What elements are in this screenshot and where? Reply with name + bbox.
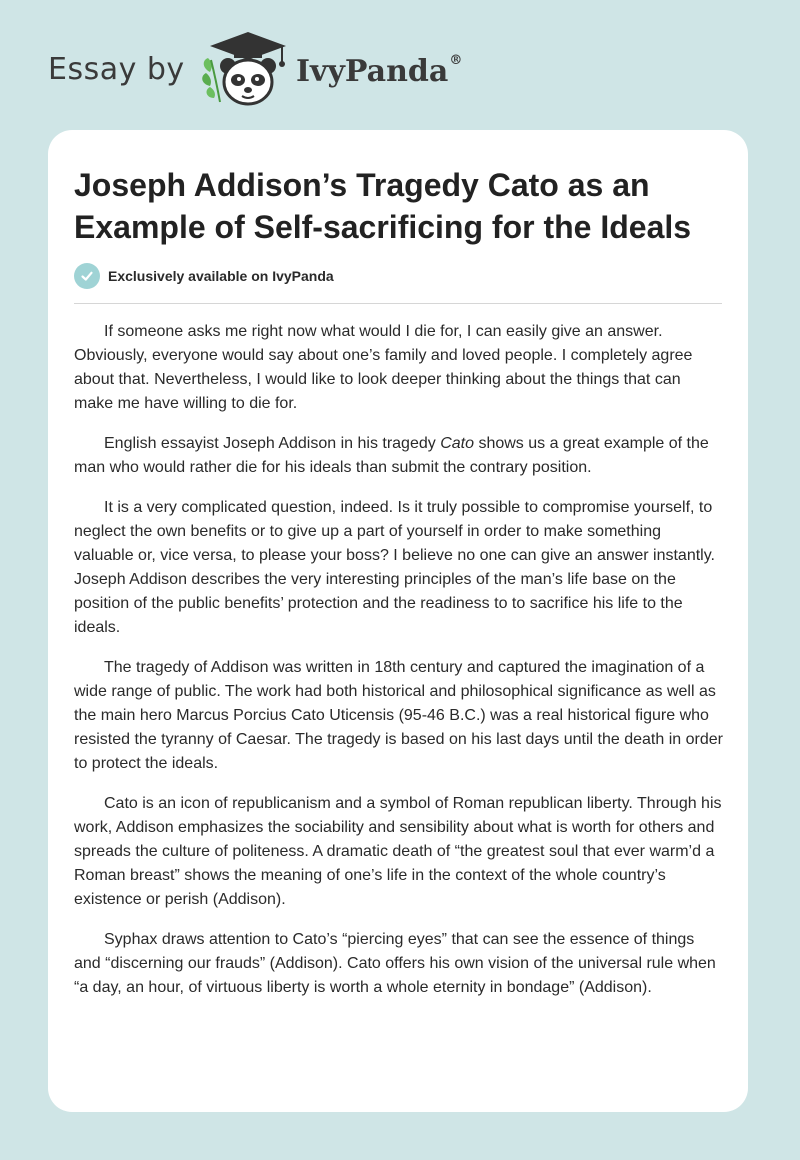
exclusive-label: Exclusively available on IvyPanda: [108, 268, 334, 284]
paragraph: Syphax draws attention to Cato’s “piercing eyes” that can see the essence of things and “discerning our frauds” (Addison). Cato offers his own vision of the universal rule when “a day, an hour, of virtuous liberty is worth a whole eternity in bondage” (Addison).: [74, 931, 716, 996]
work-title: Cato: [440, 435, 474, 452]
brand-name[interactable]: [296, 54, 462, 89]
title-divider: [74, 303, 722, 304]
brand-text: IvyPanda: [296, 54, 449, 89]
paragraph: It is a very complicated question, indeed. Is it truly possible to compromise yourself, to neglect the own benefits or to give up a part of yourself in order to make something valuable or, vice versa, to please your boss? I believe no one can give an answer instantly. Joseph Addison describes the very interesting principles of the man’s life base on the position of the public benefits’ protection and the readiness to to sacrifice his life to the ideals.: [74, 499, 715, 636]
panda-logo-icon[interactable]: [198, 30, 298, 110]
essay-title: Joseph Addison’s Tragedy Cato as an Example of Self-sacrificing for the Ideals: [74, 167, 692, 245]
ivy-leaf-icon: [202, 58, 220, 102]
essay-body: [74, 320, 724, 1016]
essay-by-label: Essay by: [48, 52, 185, 87]
paragraph-text: English essayist Joseph Addison in his tragedy: [104, 435, 441, 452]
trademark-symbol: ®: [449, 53, 463, 68]
site-header: [48, 30, 548, 110]
paragraph: [74, 432, 724, 480]
essay-card: [48, 130, 748, 1112]
exclusive-badge: [74, 263, 334, 289]
paragraph: The tragedy of Addison was written in 18th century and captured the imagination of a wide range of public. The work had both historical and philosophical significance as well as the main hero Marcus Porcius Cato Uticensis (95-46 B.C.) was a real historical figure who resisted the tyranny of Caesar. The tragedy is based on his last days until the death in order to protect the ideals.: [74, 659, 723, 772]
paragraph: Cato is an icon of republicanism and a symbol of Roman republican liberty. Through his work, Addison emphasizes the sociability and sensibility about what is worth for others and spreads the culture of politeness. A dramatic death of “the greatest soul that ever warm’d a Roman breast” shows the meaning of one’s life in the context of the whole country’s existence or perish (Addison).: [74, 795, 722, 908]
paragraph: If someone asks me right now what would I die for, I can easily give an answer. Obviously, everyone would say about one’s family and loved people. I completely agree about that. Nevertheless, I would like to look deeper thinking about the things that can make me have willing to die for.: [74, 323, 693, 412]
paragraph-text: shows us a great example of the man who would rather die for his ideals than submit the contrary position.: [74, 435, 709, 476]
check-circle-icon: [74, 263, 100, 289]
